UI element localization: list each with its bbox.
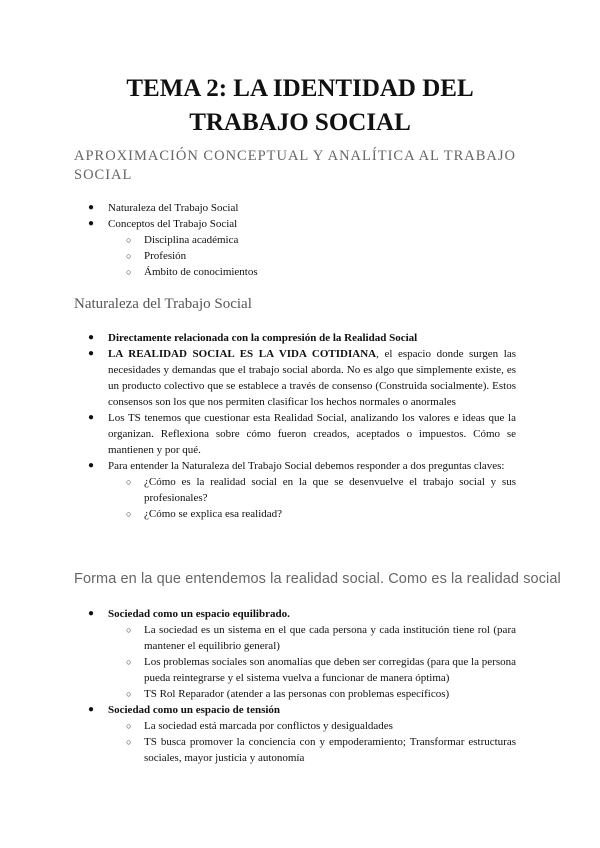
sub-list-item: ○ ¿Cómo es la realidad social en la que se desenvuelve el trabajo social y sus profesionales? — [126, 476, 516, 504]
bullet-icon: ● — [88, 608, 95, 619]
list-item: ● Los TS tenemos que cuestionar esta Realidad Social, analizando los valores e ideas que la organizan. Reflexiona sobre cómo fueron creados, aceptados o impuestos. Cómo se mantienen y por qué. — [88, 412, 516, 456]
sub-list-item: ○ TS busca promover la conciencia con y empoderamiento; Transformar estructuras sociales, mayor justicia y autonomía — [126, 736, 516, 764]
sub-list-item: ○ ¿Cómo se explica esa realidad? — [126, 508, 283, 520]
sub-list-item: ○ Profesión — [126, 250, 187, 262]
section-heading-naturaleza: Naturaleza del Trabajo Social — [74, 296, 252, 312]
sub-list-item: ○ Disciplina académica — [126, 234, 239, 246]
circle-bullet-icon: ○ — [126, 625, 132, 635]
bullet-icon: ● — [88, 348, 95, 359]
document-subtitle: APROXIMACIÓN CONCEPTUAL Y ANALÍTICA AL TRABAJO SOCIAL — [74, 148, 516, 183]
bullet-icon: ● — [88, 704, 95, 715]
bullet-icon: ● — [88, 460, 95, 471]
bullet-icon: ● — [88, 332, 95, 343]
sub-list-item: ○ Los problemas sociales son anomalías que deben ser corregidas (para que la persona pueda reintegrarse y el sistema vuelva a funcionar de manera óptima) — [126, 656, 516, 684]
naturaleza-list — [74, 330, 516, 522]
circle-bullet-icon: ○ — [126, 657, 132, 667]
list-item: ● Conceptos del Trabajo Social — [88, 218, 238, 230]
circle-bullet-icon: ○ — [126, 737, 132, 747]
list-item: ● Sociedad como un espacio equilibrado. — [88, 608, 290, 620]
bullet-icon: ● — [88, 218, 95, 229]
circle-bullet-icon: ○ — [126, 509, 132, 519]
list-item: ● Sociedad como un espacio de tensión — [88, 704, 281, 716]
title-line-2: TRABAJO SOCIAL — [189, 109, 411, 136]
section-heading-forma: Forma en la que entendemos la realidad social. Como es la realidad social — [74, 571, 561, 587]
circle-bullet-icon: ○ — [126, 251, 132, 261]
forma-list — [74, 606, 516, 766]
circle-bullet-icon: ○ — [126, 689, 132, 699]
circle-bullet-icon: ○ — [126, 235, 132, 245]
circle-bullet-icon: ○ — [126, 477, 132, 487]
list-item: ● Directamente relacionada con la compresión de la Realidad Social — [88, 332, 418, 344]
overview-list — [74, 200, 516, 280]
circle-bullet-icon: ○ — [126, 267, 132, 277]
list-item: ● Para entender la Naturaleza del Trabajo Social debemos responder a dos preguntas claves: — [88, 460, 505, 472]
bullet-icon: ● — [88, 202, 95, 213]
list-item: ● LA REALIDAD SOCIAL ES LA VIDA COTIDIANA, el espacio donde surgen las necesidades y demandas que el trabajo social aborda. No es algo que simplemente existe, es un producto colectivo que se establece a través de consenso (Construida socialmente). Estos consensos son los que nos permiten clasificar los hechos normales o anormales — [88, 348, 516, 408]
sub-list-item: ○ La sociedad está marcada por conflictos y desigualdades — [126, 720, 393, 732]
title-line-1: TEMA 2: LA IDENTIDAD DEL — [126, 75, 474, 102]
list-item: ● Naturaleza del Trabajo Social — [88, 202, 239, 214]
sub-list-item: ○ Ámbito de conocimientos — [126, 266, 258, 278]
circle-bullet-icon: ○ — [126, 721, 132, 731]
sub-list-item: ○ La sociedad es un sistema en el que cada persona y cada institución tiene rol (para mantener el equilibrio general) — [126, 624, 516, 652]
document-title — [60, 72, 540, 140]
sub-list-item: ○ TS Rol Reparador (atender a las personas con problemas específicos) — [126, 688, 450, 700]
bullet-icon: ● — [88, 412, 95, 423]
